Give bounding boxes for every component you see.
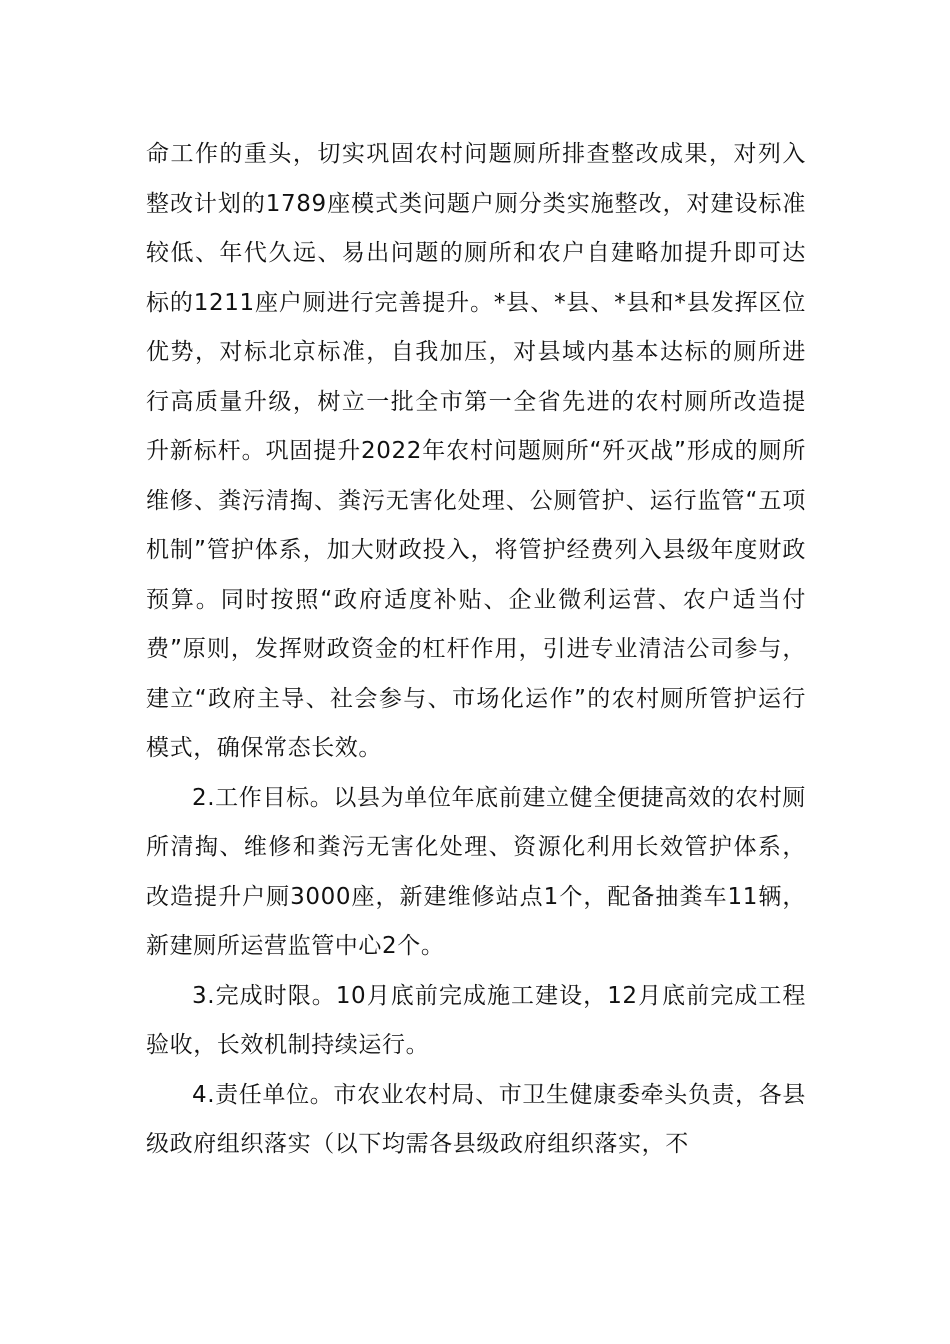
paragraph-continuation: 命工作的重头，切实巩固农村问题厕所排查整改成果，对列入整改计划的1789座模式类问题户厕分类实施整改，对建设标准较低、年代久远、易出问题的厕所和农户自建略加提升即可达标的1211座户厕进行完善提升。*县、*县、*县和*县发挥区位优势，对标北京标准，自我加压，对县域内基本达标的厕所进行高质量升级，树立一批全市第一全省先进的农村厕所改造提升新标杆。巩固提升2022年农村问题厕所“歼灭战”形成的厕所维修、粪污清掏、粪污无害化处理、公厕管护、运行监管“五项机制”管护体系，加大财政投入，将管护经费列入县级年度财政预算。同时按照“政府适度补贴、企业微利运营、农户适当付费”原则，发挥财政资金的杠杆作用，引进专业清洁公司参与，建立“政府主导、社会参与、市场化运作”的农村厕所管护运行模式，确保常态长效。 (146, 141, 806, 761)
paragraph-deadline: 3.完成时限。10月底前完成施工建设，12月底前完成工程验收，长效机制持续运行。 (146, 982, 806, 1058)
paragraph-responsible-units: 4.责任单位。市农业农村局、市卫生健康委牵头负责，各县级政府组织落实（以下均需各县级政府组织落实，不 (146, 1081, 806, 1157)
paragraph-work-goal: 2.工作目标。以县为单位年底前建立健全便捷高效的农村厕所清掏、维修和粪污无害化处理、资源化利用长效管护体系，改造提升户厕3000座，新建维修站点1个，配备抽粪车11辆，新建厕所运营监管中心2个。 (146, 784, 806, 959)
document-body (146, 130, 806, 1170)
